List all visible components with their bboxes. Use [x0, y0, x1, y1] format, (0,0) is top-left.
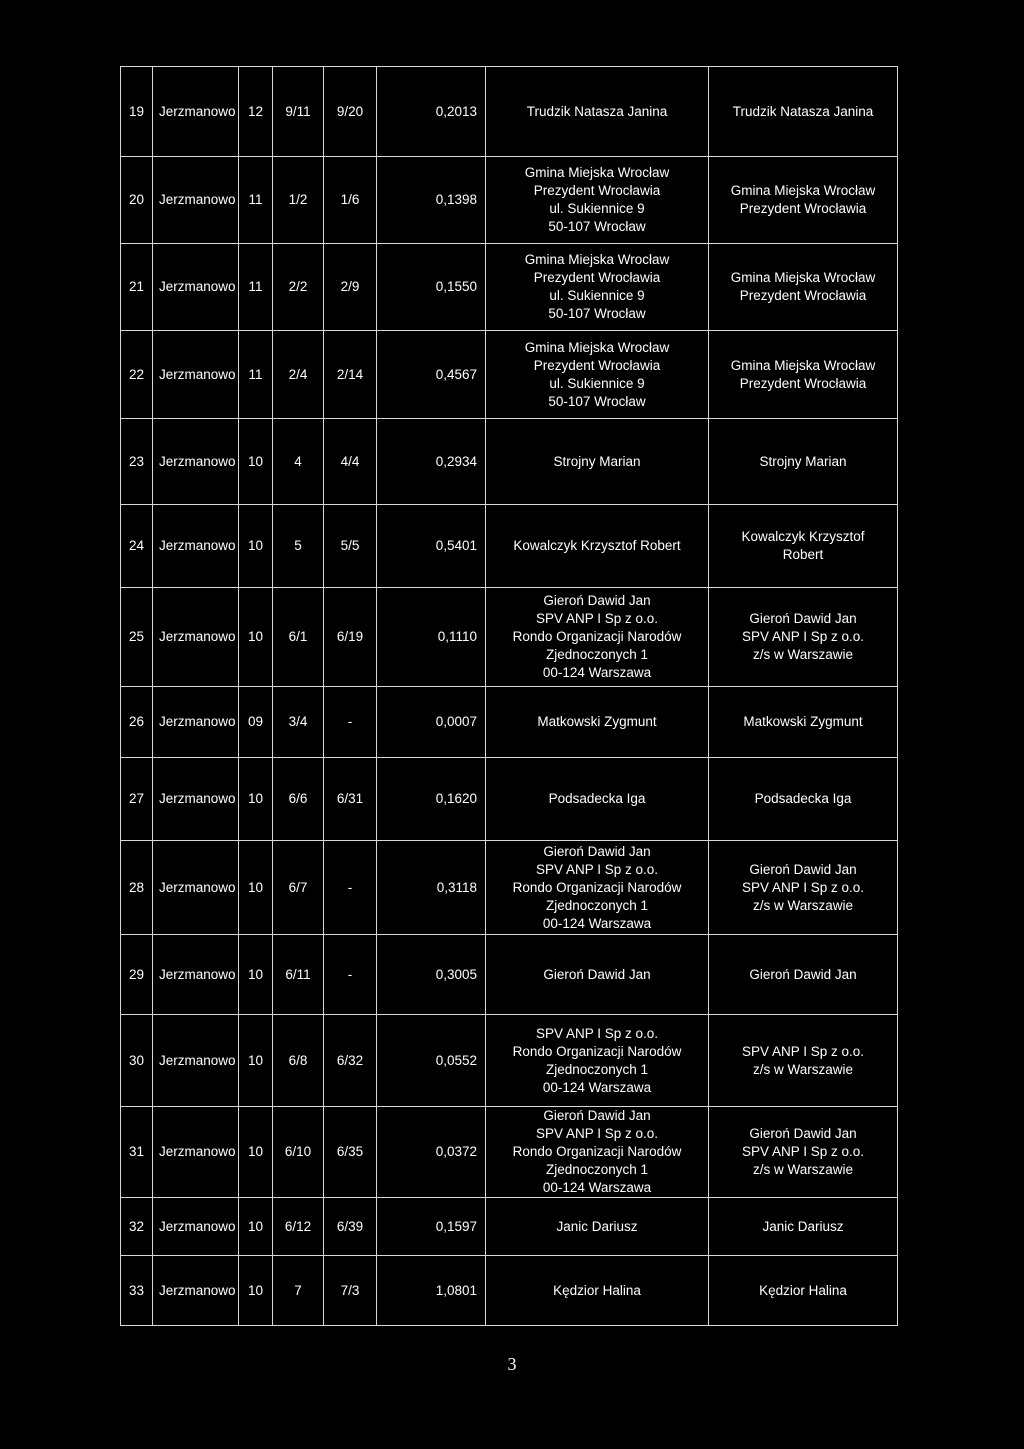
map-sheet-cell: 10	[239, 935, 273, 1015]
owner-line: Rondo Organizacji Narodów	[512, 629, 682, 644]
owner-after-cell	[709, 157, 898, 244]
owner-line: Kowalczyk Krzysztof	[741, 529, 865, 544]
map-sheet-cell: 10	[239, 1198, 273, 1256]
owner-after-cell	[709, 67, 898, 157]
precinct-name-cell: Jerzmanowo	[153, 419, 239, 505]
owner-after-cell	[709, 758, 898, 841]
row-number-cell: 19	[121, 67, 153, 157]
owner-cell	[486, 244, 709, 331]
row-number-cell: 26	[121, 687, 153, 758]
owner-line: Matkowski Zygmunt	[743, 714, 863, 729]
precinct-name-cell: Jerzmanowo	[153, 157, 239, 244]
map-sheet-cell: 10	[239, 1256, 273, 1326]
parcel-area-cell: 0,3118	[377, 841, 486, 935]
owner-line: 00-124 Warszawa	[542, 915, 652, 931]
parcel-old-cell: 2/2	[273, 244, 324, 331]
owner-line: Gmina Miejska Wrocław	[730, 183, 876, 198]
owner-line: Rondo Organizacji Narodów	[512, 1043, 682, 1059]
owner-line: 50-107 Wrocław	[548, 393, 646, 409]
parcel-new-cell: -	[324, 687, 377, 758]
parcel-new-cell: 6/31	[324, 758, 377, 841]
row-number-cell: 20	[121, 157, 153, 244]
owner-line: Gieroń Dawid Jan	[543, 1108, 651, 1123]
map-sheet-cell: 11	[239, 157, 273, 244]
owner-line: ul. Sukiennice 9	[549, 201, 645, 216]
precinct-name-cell: Jerzmanowo	[153, 687, 239, 758]
owner-cell	[486, 331, 709, 419]
table-row	[121, 1198, 898, 1256]
owner-after-cell	[709, 1107, 898, 1198]
owner-line: Rondo Organizacji Narodów	[512, 1144, 682, 1159]
parcel-new-cell: 9/20	[324, 67, 377, 157]
owner-line: Gieroń Dawid Jan	[749, 966, 857, 982]
owner-line: Strojny Marian	[553, 453, 641, 469]
precinct-name-cell: Jerzmanowo	[153, 505, 239, 588]
owner-line: 00-124 Warszawa	[542, 1079, 652, 1095]
parcel-new-cell: 4/4	[324, 419, 377, 505]
parcel-old-cell: 6/8	[273, 1015, 324, 1107]
owner-line: SPV ANP I Sp z o.o.	[535, 611, 659, 626]
owner-after-cell	[709, 244, 898, 331]
table-row	[121, 67, 898, 157]
precinct-name-cell: Jerzmanowo	[153, 935, 239, 1015]
parcel-old-cell: 6/7	[273, 841, 324, 935]
precinct-name-cell: Jerzmanowo	[153, 758, 239, 841]
owner-line: Trudzik Natasza Janina	[732, 103, 874, 119]
table-row	[121, 1256, 898, 1326]
row-number-cell: 33	[121, 1256, 153, 1326]
table-row	[121, 588, 898, 687]
owner-line: 50-107 Wrocław	[548, 306, 646, 321]
owner-line: Kędzior Halina	[759, 1282, 847, 1298]
map-sheet-cell: 10	[239, 1107, 273, 1198]
owner-line: Podsadecka Iga	[548, 791, 646, 806]
owner-line: Podsadecka Iga	[754, 791, 852, 806]
row-number-cell: 28	[121, 841, 153, 935]
owner-cell	[486, 419, 709, 505]
owner-line: z/s w Warszawie	[752, 1162, 853, 1177]
row-number-cell: 30	[121, 1015, 153, 1107]
page-number: 3	[507, 1354, 517, 1374]
owner-line: Gieroń Dawid Jan	[543, 843, 651, 859]
owner-cell	[486, 157, 709, 244]
map-sheet-cell: 12	[239, 67, 273, 157]
row-number-cell: 31	[121, 1107, 153, 1198]
map-sheet-cell: 11	[239, 331, 273, 419]
parcel-old-cell: 3/4	[273, 687, 324, 758]
parcel-old-cell: 2/4	[273, 331, 324, 419]
parcel-area-cell: 0,0372	[377, 1107, 486, 1198]
owner-after-cell	[709, 331, 898, 419]
table-row	[121, 1015, 898, 1107]
row-number-cell: 21	[121, 244, 153, 331]
parcel-area-cell: 0,1620	[377, 758, 486, 841]
owner-after-cell	[709, 1256, 898, 1326]
table-row	[121, 505, 898, 588]
owner-line: Gieroń Dawid Jan	[749, 1126, 857, 1141]
owner-line: Gmina Miejska Wrocław	[730, 357, 876, 373]
table-row	[121, 419, 898, 505]
owner-line: ul. Sukiennice 9	[549, 375, 645, 391]
table-row	[121, 331, 898, 419]
parcel-area-cell: 0,5401	[377, 505, 486, 588]
parcel-area-cell: 0,2934	[377, 419, 486, 505]
parcel-new-cell: 2/14	[324, 331, 377, 419]
owner-line: Prezydent Wrocławia	[739, 201, 867, 216]
row-number-cell: 24	[121, 505, 153, 588]
owner-line: 00-124 Warszawa	[542, 1180, 652, 1195]
precinct-name-cell: Jerzmanowo	[153, 588, 239, 687]
row-number-cell: 27	[121, 758, 153, 841]
table-row	[121, 758, 898, 841]
owner-cell	[486, 687, 709, 758]
owner-cell	[486, 67, 709, 157]
parcel-area-cell: 0,4567	[377, 331, 486, 419]
owner-cell	[486, 841, 709, 935]
parcel-new-cell: 6/39	[324, 1198, 377, 1256]
map-sheet-cell: 10	[239, 1015, 273, 1107]
owner-after-cell	[709, 935, 898, 1015]
owner-line: Gieroń Dawid Jan	[543, 593, 651, 608]
owner-line: Prezydent Wrocławia	[533, 270, 661, 285]
parcel-new-cell: -	[324, 935, 377, 1015]
owner-line: Strojny Marian	[759, 453, 847, 469]
owner-line: Zjednoczonych 1	[545, 897, 649, 913]
row-number-cell: 29	[121, 935, 153, 1015]
owner-after-cell	[709, 1015, 898, 1107]
owner-line: SPV ANP I Sp z o.o.	[741, 1144, 865, 1159]
parcel-new-cell: 6/19	[324, 588, 377, 687]
owner-cell	[486, 1256, 709, 1326]
table-row	[121, 687, 898, 758]
precinct-name-cell: Jerzmanowo	[153, 67, 239, 157]
precinct-name-cell: Jerzmanowo	[153, 331, 239, 419]
owner-line: Gmina Miejska Wrocław	[730, 270, 876, 285]
owner-line: Gmina Miejska Wrocław	[524, 165, 670, 180]
parcel-old-cell: 6/11	[273, 935, 324, 1015]
parcel-old-cell: 6/1	[273, 588, 324, 687]
owner-cell	[486, 588, 709, 687]
row-number-cell: 23	[121, 419, 153, 505]
owner-line: SPV ANP I Sp z o.o.	[741, 1043, 865, 1059]
owner-cell	[486, 1107, 709, 1198]
owner-line: Prezydent Wrocławia	[533, 183, 661, 198]
owner-line: SPV ANP I Sp z o.o.	[535, 1025, 659, 1041]
precinct-name-cell: Jerzmanowo	[153, 1015, 239, 1107]
owner-line: Gmina Miejska Wrocław	[524, 339, 670, 355]
owner-line: Kędzior Halina	[553, 1282, 641, 1298]
owner-line: Zjednoczonych 1	[545, 1162, 649, 1177]
parcel-table-body	[121, 67, 898, 1326]
parcel-old-cell: 6/10	[273, 1107, 324, 1198]
owner-line: Prezydent Wrocławia	[533, 357, 661, 373]
owner-line: SPV ANP I Sp z o.o.	[535, 861, 659, 877]
owner-after-cell	[709, 687, 898, 758]
parcel-new-cell: 1/6	[324, 157, 377, 244]
parcel-old-cell: 4	[273, 419, 324, 505]
owner-line: Rondo Organizacji Narodów	[512, 879, 682, 895]
parcel-old-cell: 9/11	[273, 67, 324, 157]
owner-line: SPV ANP I Sp z o.o.	[535, 1126, 659, 1141]
map-sheet-cell: 09	[239, 687, 273, 758]
owner-after-cell	[709, 588, 898, 687]
owner-line: SPV ANP I Sp z o.o.	[741, 879, 865, 895]
parcel-area-cell: 0,1597	[377, 1198, 486, 1256]
parcel-old-cell: 7	[273, 1256, 324, 1326]
parcel-new-cell: -	[324, 841, 377, 935]
parcel-area-cell: 0,1110	[377, 588, 486, 687]
owner-line: Prezydent Wrocławia	[739, 288, 867, 303]
owner-line: z/s w Warszawie	[752, 647, 853, 662]
owner-line: Gieroń Dawid Jan	[749, 861, 857, 877]
table-row	[121, 157, 898, 244]
parcel-new-cell: 2/9	[324, 244, 377, 331]
owner-line: Janic Dariusz	[762, 1218, 844, 1234]
parcel-old-cell: 6/12	[273, 1198, 324, 1256]
table-row	[121, 935, 898, 1015]
owner-line: z/s w Warszawie	[752, 1061, 853, 1077]
table-row	[121, 1107, 898, 1198]
owner-line: Trudzik Natasza Janina	[526, 103, 668, 119]
map-sheet-cell: 10	[239, 419, 273, 505]
owner-line: z/s w Warszawie	[752, 897, 853, 913]
table-row	[121, 841, 898, 935]
parcel-old-cell: 5	[273, 505, 324, 588]
row-number-cell: 25	[121, 588, 153, 687]
owner-line: Kowalczyk Krzysztof Robert	[513, 538, 681, 553]
owner-line: 50-107 Wrocław	[548, 219, 646, 234]
owner-after-cell	[709, 1198, 898, 1256]
parcel-area-cell: 0,0552	[377, 1015, 486, 1107]
owner-cell	[486, 505, 709, 588]
owner-cell	[486, 1198, 709, 1256]
precinct-name-cell: Jerzmanowo	[153, 244, 239, 331]
owner-line: Gieroń Dawid Jan	[749, 611, 857, 626]
row-number-cell: 32	[121, 1198, 153, 1256]
parcel-area-cell: 0,0007	[377, 687, 486, 758]
owner-cell	[486, 1015, 709, 1107]
parcel-area-cell: 0,1398	[377, 157, 486, 244]
owner-line: Prezydent Wrocławia	[739, 375, 867, 391]
owner-line: Gmina Miejska Wrocław	[524, 252, 670, 267]
map-sheet-cell: 10	[239, 588, 273, 687]
precinct-name-cell: Jerzmanowo	[153, 1198, 239, 1256]
owner-line: SPV ANP I Sp z o.o.	[741, 629, 865, 644]
owner-cell	[486, 935, 709, 1015]
parcel-new-cell: 6/32	[324, 1015, 377, 1107]
parcel-new-cell: 7/3	[324, 1256, 377, 1326]
parcel-area-cell: 1,0801	[377, 1256, 486, 1326]
owner-line: Gieroń Dawid Jan	[543, 966, 651, 982]
owner-line: 00-124 Warszawa	[542, 665, 652, 680]
row-number-cell: 22	[121, 331, 153, 419]
parcel-old-cell: 1/2	[273, 157, 324, 244]
precinct-name-cell: Jerzmanowo	[153, 1256, 239, 1326]
owner-cell	[486, 758, 709, 841]
owner-line: Zjednoczonych 1	[545, 1061, 649, 1077]
owner-after-cell	[709, 419, 898, 505]
owner-after-cell	[709, 841, 898, 935]
owner-line: Janic Dariusz	[556, 1218, 638, 1234]
map-sheet-cell: 11	[239, 244, 273, 331]
parcel-area-cell: 0,2013	[377, 67, 486, 157]
owner-line: Matkowski Zygmunt	[537, 714, 657, 729]
owner-after-cell	[709, 505, 898, 588]
parcel-area-cell: 0,3005	[377, 935, 486, 1015]
precinct-name-cell: Jerzmanowo	[153, 841, 239, 935]
parcel-new-cell: 6/35	[324, 1107, 377, 1198]
table-row	[121, 244, 898, 331]
map-sheet-cell: 10	[239, 841, 273, 935]
owner-line: Zjednoczonych 1	[545, 647, 649, 662]
precinct-name-cell: Jerzmanowo	[153, 1107, 239, 1198]
owner-line: ul. Sukiennice 9	[549, 288, 645, 303]
owner-line: Robert	[782, 547, 824, 562]
parcel-table	[120, 66, 898, 1326]
map-sheet-cell: 10	[239, 758, 273, 841]
map-sheet-cell: 10	[239, 505, 273, 588]
parcel-area-cell: 0,1550	[377, 244, 486, 331]
parcel-old-cell: 6/6	[273, 758, 324, 841]
parcel-new-cell: 5/5	[324, 505, 377, 588]
